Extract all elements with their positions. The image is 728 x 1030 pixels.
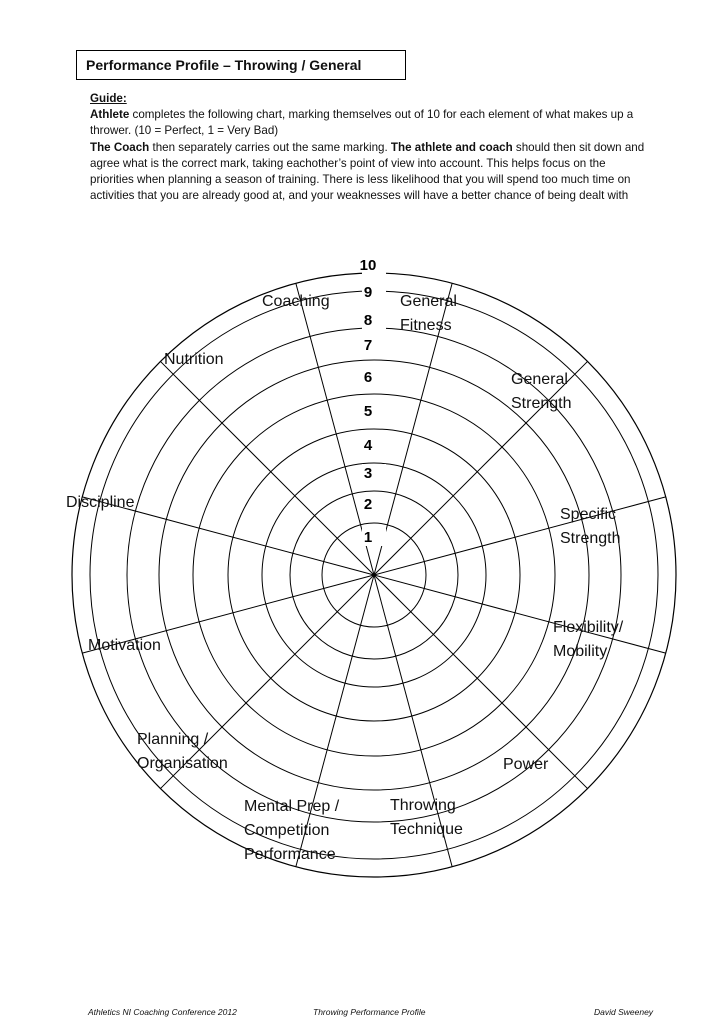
- scale-label: 8: [363, 312, 373, 329]
- segment-label-line: Coaching: [262, 293, 330, 310]
- segment-label-line: Mobility: [553, 643, 608, 660]
- segment-label-line: Strength: [560, 530, 621, 547]
- segment-label-line: Flexibility/: [553, 619, 624, 636]
- segment-label: [137, 731, 228, 772]
- scale-label: 10: [359, 257, 377, 274]
- segment-label: [560, 506, 620, 547]
- scale-label: 3: [363, 465, 373, 482]
- segment-label-line: Organisation: [137, 755, 228, 772]
- segment-label-line: General: [511, 371, 568, 388]
- segment-label-line: Competition: [244, 822, 330, 839]
- guide-paragraph-athlete: Athlete completes the following chart, marking themselves out of 10 for each element of what makes up a thrower. (10 = Perfect, 1 = Very Bad): [90, 108, 634, 138]
- wheel-spoke: [374, 361, 588, 575]
- wheel-spoke: [160, 361, 374, 575]
- segment-label: [244, 798, 340, 863]
- segment-label: [66, 494, 135, 511]
- segment-label-line: Power: [503, 756, 549, 773]
- segment-label: [88, 637, 161, 654]
- segment-label-line: Throwing: [390, 797, 456, 814]
- scale-label: 5: [363, 403, 373, 420]
- scale-label: 9: [363, 284, 373, 301]
- segment-label: [503, 756, 549, 773]
- footer-center: Throwing Performance Profile: [313, 1007, 426, 1017]
- scale-label: 1: [363, 529, 373, 546]
- segment-label-line: Strength: [511, 395, 572, 412]
- scale-label: 4: [363, 437, 373, 454]
- scale-label: 6: [363, 369, 373, 386]
- footer-left: Athletics NI Coaching Conference 2012: [88, 1007, 237, 1017]
- segment-label-line: Mental Prep /: [244, 798, 340, 815]
- segment-label-line: Performance: [244, 846, 336, 863]
- footer-right: David Sweeney: [594, 1007, 654, 1017]
- segment-label: [164, 351, 224, 368]
- scale-label: 7: [363, 337, 373, 354]
- segment-label-line: Nutrition: [164, 351, 224, 368]
- wheel-spoke: [374, 575, 588, 789]
- guide-paragraph-coach: The Coach then separately carries out the same marking. The athlete and coach should then sit down and agree what is the correct mark, taking eachother’s point of view into account. This helps focus on the priorities when planning a season of training. There is less likelihood that you will spend too much time on activities that you are already good at, and your weaknesses will have a better chance of being dealt with: [90, 140, 645, 203]
- scale-label: 2: [363, 496, 373, 513]
- segment-label-line: Planning /: [137, 731, 209, 748]
- page-title: Performance Profile – Throwing / General: [76, 50, 406, 80]
- segment-label-line: General: [400, 293, 457, 310]
- segment-label-line: Technique: [390, 821, 463, 838]
- guide-heading: Guide:: [90, 92, 127, 105]
- segment-label-line: Motivation: [88, 637, 161, 654]
- segment-label: [511, 371, 571, 412]
- segment-label-line: Fitness: [400, 317, 452, 334]
- segment-label-line: Discipline: [66, 494, 135, 511]
- segment-label: [262, 293, 330, 310]
- segment-label-line: Specific: [560, 506, 617, 523]
- segment-label: [400, 293, 457, 334]
- segment-label: [390, 797, 463, 838]
